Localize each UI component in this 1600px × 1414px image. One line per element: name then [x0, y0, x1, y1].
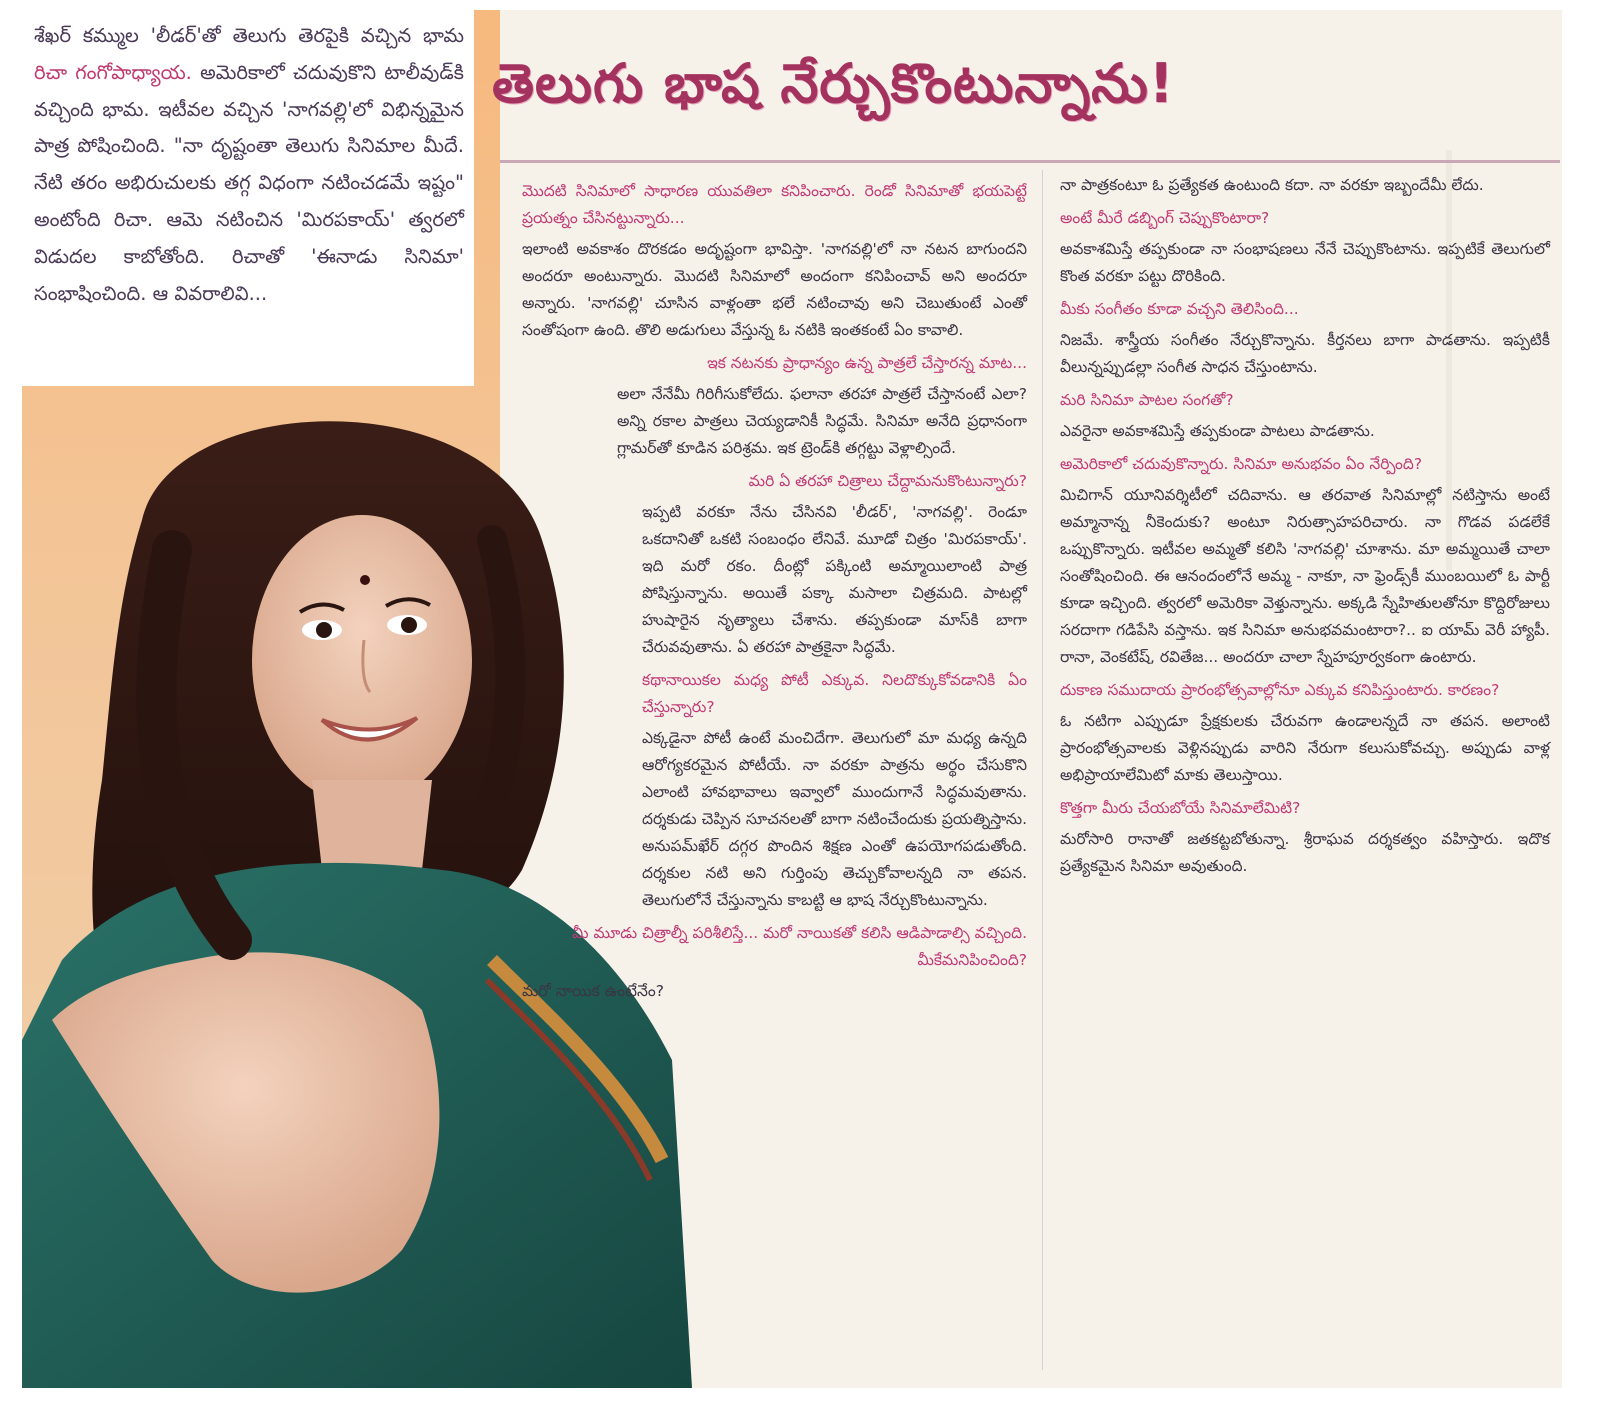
- question: మరి ఏ తరహా చిత్రాలు చేద్దామనుకొంటున్నారు?: [748, 472, 1027, 490]
- answer: మరో నాయిక ఉంటేనేం?: [522, 982, 664, 1000]
- answer: ఎక్కడైనా పోటీ ఉంటే మంచిదేగా. తెలుగులో మా మధ్య ఉన్నది ఆరోగ్యకరమైన పోటీయే. నా వరకూ పాత్రను అర్థం చేసుకొని ఎలాంటి హావభావాలు ఇవ్వాలో ముందుగానే సిద్ధమవుతాను. దర్శకుడు చెప్పిన సూచనలతో బాగా నటించేందుకు ప్రయత్నిస్తాను. అనుపమ్‌ఖేర్ దగ్గర పొందిన శిక్షణ ఎంతో ఉపయోగపడుతోంది. దర్శకుల నటి అని గుర్తింపు తెచ్చుకోవాలన్నది నా తపన. తెలుగులోనే చేస్తున్నాను కాబట్టి ఆ భాష నేర్చుకొంటున్నాను.: [642, 729, 1027, 909]
- answer: ఇప్పటి వరకూ నేను చేసినవి 'లీడర్', 'నాగవల్లి'. రెండూ ఒకదానితో ఒకటి సంబంధం లేనివే. మూడో చిత్రం 'మిరపకాయ్'. ఇది మరో రకం. దీంట్లో పక్కింటి అమ్మాయిలాంటి పాత్ర పోషిస్తున్నాను. అయితే పక్కా మసాలా చిత్రమది. పాటల్లో హుషారైన నృత్యాలు చేశాను. తప్పకుండా మాస్‌కి బాగా చేరువవుతాను. ఏ తరహా పాత్రకైనా సిద్ధమే.: [642, 503, 1027, 656]
- question: కథానాయికల మధ్య పోటీ ఎక్కువ. నిలదొక్కుకోవడానికి ఏం చేస్తున్నారు?: [642, 671, 1027, 716]
- intro-highlight-name: రిచా గంగోపాధ్యాయ.: [34, 60, 192, 84]
- answer: మిచిగాన్ యూనివర్శిటీలో చదివాను. ఆ తరవాత సినిమాల్లో నటిస్తాను అంటే అమ్మానాన్న నీకెందుకు? అంటూ నిరుత్సాహపరిచారు. నా గొడవ పడలేకే ఒప్పుకొన్నారు. ఇటీవల అమ్మతో కలిసి 'నాగవల్లి' చూశాను. మా అమ్మయితే చాలా సంతోషించింది. ఈ ఆనందంలోనే అమ్మ - నాకూ, నా ఫ్రెండ్స్‌కీ ముంబయిలో ఓ పార్టీ కూడా ఇచ్చింది. త్వరలో అమెరికా వెళ్తున్నాను. అక్కడి స్నేహితులతోనూ కొద్దిరోజులు సరదాగా గడిపేసి వస్తాను. ఇక సినిమా అనుభవమంటారా?.. ఐ యామ్ వెరీ హ్యాపీ. రానా, వెంకటేష్, రవితేజ... అందరూ చాలా స్నేహపూర్వకంగా ఉంటారు.: [1060, 486, 1550, 666]
- column-divider: [1042, 170, 1043, 1370]
- headline: తెలుగు భాష నేర్చుకొంటున్నాను!: [492, 52, 1175, 115]
- headline-rule: [500, 160, 1560, 163]
- answer: ఓ నటిగా ఎప్పుడూ ప్రేక్షకులకు చేరువగా ఉండాలన్నదే నా తపన. అలాంటి ప్రారంభోత్సవాలకు వెళ్లినప్పుడు వారిని నేరుగా కలుసుకోవచ్చు. అప్పుడు వాళ్ల అభిప్రాయాలేమిటో మాకు తెలుస్తాయి.: [1060, 712, 1550, 784]
- answer: అవకాశమిస్తే తప్పకుండా నా సంభాషణలు నేనే చెప్పుకొంటాను. ఇప్పటికే తెలుగులో కొంత వరకూ పట్టు దొరికింది.: [1060, 240, 1550, 285]
- article-column-middle: [522, 172, 1027, 1011]
- question: ఇక నటనకు ప్రాధాన్యం ఉన్న పాత్రలే చేస్తారన్న మాట...: [707, 354, 1027, 372]
- answer: నిజమే. శాస్త్రీయ సంగీతం నేర్చుకొన్నాను. కీర్తనలు బాగా పాడతాను. ఇప్పటికీ వీలున్నప్పుడల్లా సంగీత సాధన చేస్తుంటాను.: [1060, 331, 1550, 376]
- article-column-right: [1060, 172, 1550, 886]
- newspaper-clipping: [22, 10, 1562, 1388]
- question: అంటే మీరే డబ్బింగ్ చెప్పుకొంటారా?: [1060, 209, 1270, 227]
- question: మరి సినిమా పాటల సంగతో?: [1060, 391, 1234, 409]
- question: మీకు సంగీతం కూడా వచ్చని తెలిసింది...: [1060, 300, 1299, 318]
- question: దుకాణ సముదాయ ప్రారంభోత్సవాల్లోనూ ఎక్కువ కనిపిస్తుంటారు. కారణం?: [1060, 681, 1500, 699]
- question: మొదటి సినిమాలో సాధారణ యువతిలా కనిపించారు. రెండో సినిమాతో భయపెట్టే ప్రయత్నం చేసినట్టున్నారు...: [522, 182, 1027, 227]
- intro-box: [22, 10, 474, 386]
- question: అమెరికాలో చదువుకొన్నారు. సినిమా అనుభవం ఏం నేర్పింది?: [1060, 455, 1423, 473]
- question: మీ మూడు చిత్రాల్నీ పరిశీలిస్తే... మరో నాయికతో కలిసి ఆడిపాడాల్సి వచ్చింది. మీకేమనిపించింది?: [572, 924, 1027, 969]
- question: కొత్తగా మీరు చేయబోయే సినిమాలేమిటి?: [1060, 799, 1301, 817]
- answer: అలా నేనేమీ గిరిగీసుకోలేదు. ఫలానా తరహా పాత్రలే చేస్తానంటే ఎలా? అన్ని రకాల పాత్రలు చెయ్యడానికీ సిద్ధమే. సినిమా అనేది ప్రధానంగా గ్లామర్‌తో కూడిన పరిశ్రమ. ఇక ట్రెండ్‌కి తగ్గట్టు వెళ్లాల్సిందే.: [617, 385, 1027, 457]
- answer: ఇలాంటి అవకాశం దొరకడం అదృష్టంగా భావిస్తా. 'నాగవల్లి'లో నా నటన బాగుందని అందరూ అంటున్నారు. మొదటి సినిమాలో అందంగా కనిపించావ్ అని అందరూ అన్నారు. 'నాగవల్లి' చూసిన వాళ్లంతా భలే నటించావు అని చెబుతుంటే ఎంతో సంతోషంగా ఉంది. తొలి అడుగులు వేస్తున్న ఓ నటికి ఇంతకంటే ఏం కావాలి.: [522, 240, 1027, 339]
- answer: ఎవరైనా అవకాశమిస్తే తప్పకుండా పాటలు పాడతాను.: [1060, 422, 1375, 440]
- answer: నా పాత్రకంటూ ఓ ప్రత్యేకత ఉంటుంది కదా. నా వరకూ ఇబ్బందేమీ లేదు.: [1060, 176, 1484, 194]
- answer: మరోసారి రానాతో జతకట్టబోతున్నా. శ్రీరాఘవ దర్శకత్వం వహిస్తారు. ఇదొక ప్రత్యేకమైన సినిమా అవుతుంది.: [1060, 830, 1550, 875]
- intro-text-2: అమెరికాలో చదువుకొని టాలీవుడ్‌కి వచ్చింది భామ. ఇటీవల వచ్చిన 'నాగవల్లి'లో విభిన్నమైన పాత్ర పోషించింది. "నా దృష్టంతా తెలుగు సినిమాల మీదే. నేటి తరం అభిరుచులకు తగ్గ విధంగా నటించడమే ఇష్టం" అంటోంది రిచా. ఆమె నటించిన 'మిరపకాయ్' త్వరలో విడుదల కాబోతోంది. రిచాతో 'ఈనాడు సినిమా' సంభాషించింది. ఆ వివరాలివి...: [34, 60, 464, 305]
- intro-text-1: శేఖర్ కమ్ముల 'లీడర్'తో తెలుగు తెరపైకి వచ్చిన భామ: [34, 24, 464, 47]
